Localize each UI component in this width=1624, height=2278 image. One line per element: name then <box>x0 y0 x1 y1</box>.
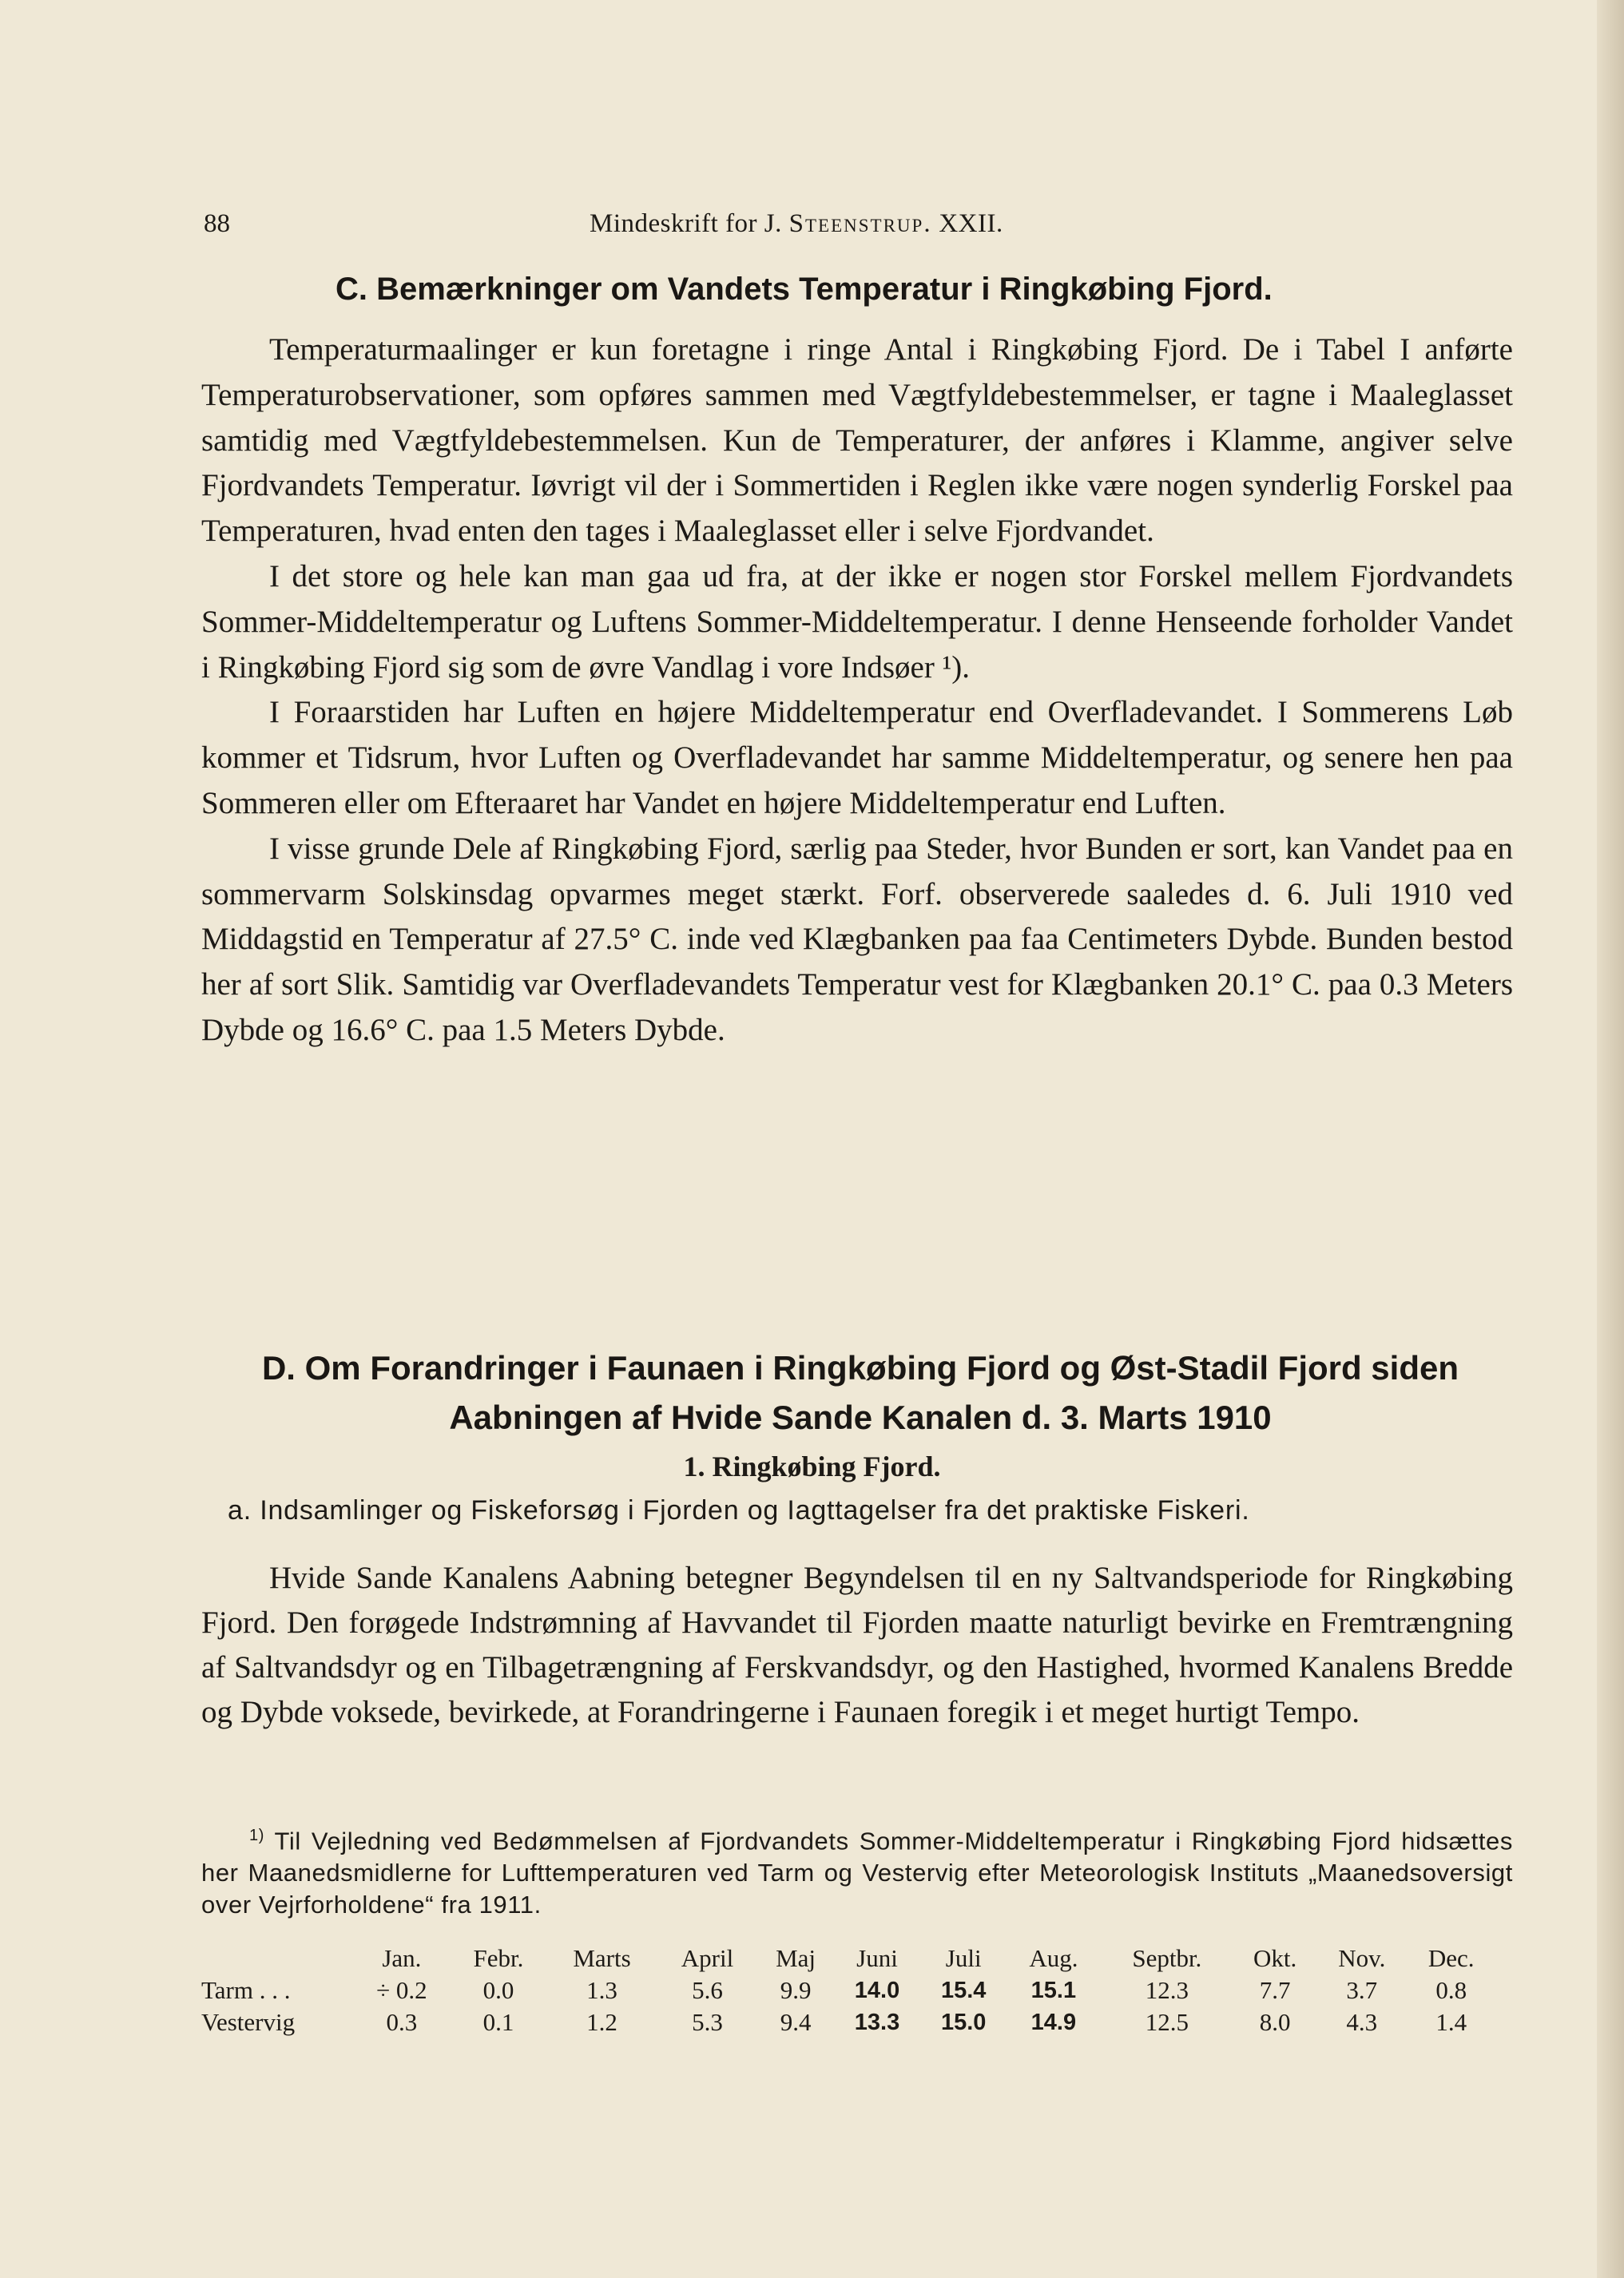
month-header: Febr. <box>473 1944 524 1972</box>
section-d-heading-line-1: D. Om Forandringer i Faunaen i Ringkøbing Fjord og Øst-Stadil Fjord siden <box>261 1349 1459 1387</box>
table-cell: 4.3 <box>1346 2008 1378 2036</box>
month-header: Juli <box>945 1944 982 1972</box>
section-d-heading <box>209 1343 1511 1443</box>
month-header: Juni <box>856 1944 898 1972</box>
table-cell: 13.3 <box>854 2009 900 2035</box>
month-header: Nov. <box>1338 1944 1386 1972</box>
page-edge-shadow <box>1597 0 1624 2278</box>
running-title <box>590 209 1003 239</box>
running-title-prefix: Mindeskrift for J. <box>590 209 782 238</box>
table-cell: 7.7 <box>1259 1976 1291 2004</box>
month-header: Dec. <box>1427 1944 1475 1972</box>
page-number: 88 <box>204 209 230 238</box>
table-cell: 12.5 <box>1145 2008 1189 2036</box>
table-row <box>201 2006 1495 2038</box>
subsubsection-heading: a. Indsamlinger og Fiskeforsøg i Fjorden og Iagttagelser fra det praktiske Fiskeri. <box>228 1495 1250 1526</box>
section-c-paragraph-2: I det store og hele kan man gaa ud fra, at der ikke er nogen stor Forskel mellem Fjordvandets Sommer-Middeltemperatur og Luftens Sommer-Middeltemperatur. I denne Henseende forholder Vandet i Ringkøbing Fjord sig som de øvre Vandlag i vore Indsøer ¹). <box>201 558 1513 685</box>
subsection-heading: 1. Ringkøbing Fjord. <box>683 1451 941 1482</box>
table-cell: 5.3 <box>692 2008 723 2036</box>
footnote-paragraph <box>201 1820 1513 1921</box>
running-title-volume: XXII. <box>939 209 1003 238</box>
table-cell: 0.1 <box>482 2008 514 2036</box>
table-cell: 5.6 <box>692 1976 723 2004</box>
month-header: April <box>681 1944 734 1972</box>
month-header: Okt. <box>1253 1944 1297 1972</box>
table-cell: 15.0 <box>940 2009 987 2035</box>
table-row <box>201 1974 1495 2006</box>
table-cell: 8.0 <box>1259 2008 1291 2036</box>
month-header: Marts <box>573 1944 631 1972</box>
month-header: Jan. <box>382 1944 422 1972</box>
table-cell: 0.0 <box>482 1976 514 2004</box>
month-header: Maj <box>776 1944 816 1972</box>
table-cell: 12.3 <box>1145 1976 1189 2004</box>
footnote-text: Til Vejledning ved Bedømmelsen af Fjordvandets Sommer-Middeltemperatur i Ringkøbing Fjord hidsættes her Maanedsmidlerne for Lufttemperaturen ved Tarm og Vestervig efter Meteorologisk Instituts „Maanedsoversigt over Vejrforholdene“ fra 1911. <box>201 1827 1513 1919</box>
month-header: Aug. <box>1029 1944 1078 1972</box>
section-c-paragraph-3: I Foraarstiden har Luften en højere Middeltemperatur end Overfladevandet. I Sommerens Løb kommer et Tidsrum, hvor Luften og Overfladevandet har samme Middeltemperatur, og senere hen paa Sommeren eller om Efteraaret har Vandet en højere Middeltemperatur end Luften. <box>201 695 1513 820</box>
running-title-name: Steenstrup. <box>788 209 932 238</box>
station-label: Vestervig <box>201 2008 296 2036</box>
table-cell: 14.0 <box>854 1977 900 2003</box>
table-cell: 0.3 <box>386 2008 418 2036</box>
section-d-paragraph: Hvide Sande Kanalens Aabning betegner Begyndelsen til en ny Saltvandsperiode for Ringkøbing Fjord. Den forøgede Indstrømning af Havvandet til Fjorden maatte naturligt bevirke en Fremtrængning af Saltvandsdyr og en Tilbagetrængning af Ferskvandsdyr, og den Hastighed, hvormed Kanalens Bredde og Dybde voksede, bevirkede, at Forandringerne i Faunaen foregik i et meget hurtigt Tempo. <box>201 1561 1513 1729</box>
table-cell: 9.4 <box>780 2008 812 2036</box>
table-cell: 0.8 <box>1435 1976 1467 2004</box>
table-cell: 9.9 <box>780 1976 812 2004</box>
table-cell: 15.1 <box>1030 1977 1077 2003</box>
table-cell: 14.9 <box>1030 2009 1077 2035</box>
temperature-table <box>201 1943 1495 2038</box>
table-header-row <box>201 1943 1495 1974</box>
section-c-paragraph-1: Temperaturmaalinger er kun foretagne i ringe Antal i Ringkøbing Fjord. De i Tabel I anførte Temperaturobservationer, som opføres sammen med Vægtfyldebestemmelser, er tagne i Maaleglasset samtidig med Vægtfyldebestemmelsen. Kun de Temperaturer, der anføres i Klamme, angiver selve Fjordvandets Temperatur. Iøvrigt vil der i Sommertiden i Reglen ikke være nogen synderlig Forskel paa Temperaturen, hvad enten den tages i Maaleglasset eller i selve Fjordvandet. <box>201 332 1513 549</box>
section-c-body <box>201 327 1513 1054</box>
station-label: Tarm . . . <box>201 1976 291 2004</box>
table-cell: 1.4 <box>1435 2008 1467 2036</box>
month-header: Septbr. <box>1132 1944 1202 1972</box>
table-cell: 1.3 <box>586 1976 617 2004</box>
section-c-heading: C. Bemærkninger om Vandets Temperatur i Ringkøbing Fjord. <box>336 272 1273 307</box>
table-corner-cell <box>201 1943 353 1974</box>
running-header <box>204 209 1496 241</box>
footnote-marker: 1) <box>249 1827 264 1844</box>
table-cell: ÷ 0.2 <box>376 1976 427 2004</box>
table-cell: 3.7 <box>1346 1976 1378 2004</box>
table-cell: 15.4 <box>940 1977 987 2003</box>
section-c-paragraph-4: I visse grunde Dele af Ringkøbing Fjord, særlig paa Steder, hvor Bunden er sort, kan Vandet paa en sommervarm Solskinsdag opvarmes meget stærkt. Forf. observerede saaledes d. 6. Juli 1910 ved Middagstid en Temperatur af 27.5° C. inde ved Klægbanken paa faa Centimeters Dybde. Bunden bestod her af sort Slik. Samtidig var Overfladevandets Temperatur vest for Klægbanken 20.1° C. paa 0.3 Meters Dybde og 16.6° C. paa 1.5 Meters Dybde. <box>201 831 1513 1047</box>
section-d-body <box>201 1556 1513 1735</box>
table-cell: 1.2 <box>586 2008 617 2036</box>
section-d-heading-line-2: Aabningen af Hvide Sande Kanalen d. 3. Marts 1910 <box>449 1399 1272 1436</box>
footnote <box>201 1820 1513 1921</box>
